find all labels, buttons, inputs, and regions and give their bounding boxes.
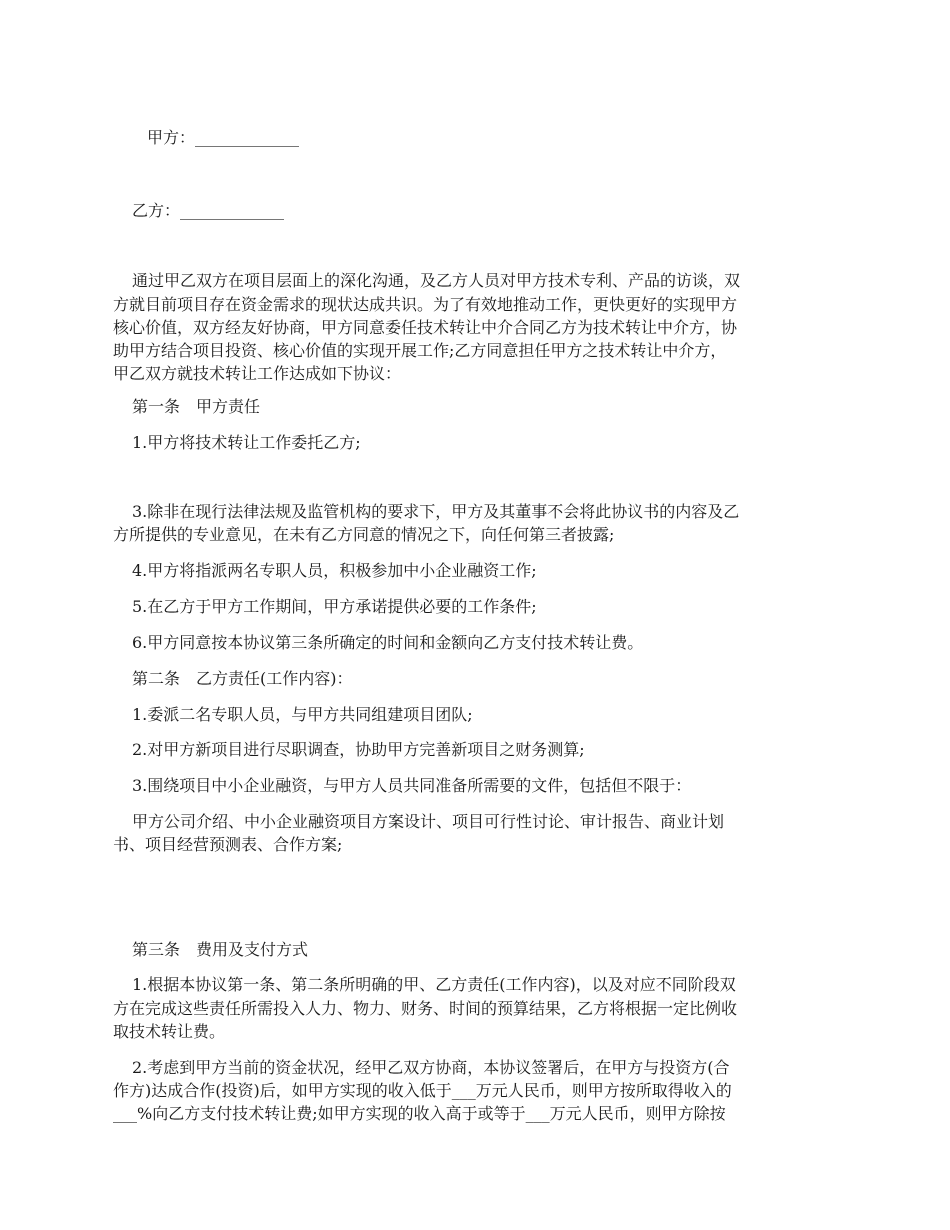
intro-line: 助甲方结合项目投资、核心价值的实现开展工作;乙方同意担任甲方之技术转让中介方， [113,341,727,360]
article2-item2: 2.对甲方新项目进行尽职调查，协助甲方完善新项目之财务测算; [132,740,585,759]
article3-item1-line: 方在完成这些责任所需投入人力、物力、财务、时间的预算结果，乙方将根据一定比例收 [113,999,738,1018]
intro-line: 通过甲乙双方在项目层面上的深化沟通，及乙方人员对甲方技术专利、产品的访谈，双 [132,271,741,290]
party-b-line: 乙方：_____________ [132,201,285,220]
article2-item1: 1.委派二名专职人员，与甲方共同组建项目团队; [132,705,473,724]
article1-item6: 6.甲方同意按本协议第三条所确定的时间和金额向乙方支付技术转让费。 [132,633,644,652]
article1-title: 第一条 甲方责任 [132,397,261,416]
article1-item3-line: 方所提供的专业意见，在未有乙方同意的情况之下，向任何第三者披露; [113,525,615,544]
article3-title: 第三条 费用及支付方式 [132,940,309,959]
article1-item4: 4.甲方将指派两名专职人员，积极参加中小企业融资工作; [132,561,537,580]
article3-item2-line: ___%向乙方支付技术转让费;如甲方实现的收入高于或等于___万元人民币，则甲方除按 [113,1104,726,1123]
intro-line: 方就目前项目存在资金需求的现状达成共识。为了有效地推动工作，更快更好的实现甲方 [113,295,738,314]
intro-line: 核心价值，双方经友好协商，甲方同意委任技术转让中介合同乙方为技术转让中介方，协 [113,318,738,337]
article1-item1: 1.甲方将技术转让工作委托乙方; [132,433,361,452]
article1-item3-line: 3.除非在现行法律法规及监管机构的要求下，甲方及其董事不会将此协议书的内容及乙 [132,502,740,521]
article3-item1-line: 1.根据本协议第一条、第二条所明确的甲、乙方责任(工作内容)，以及对应不同阶段双 [132,975,736,994]
article1-item5: 5.在乙方于甲方工作期间，甲方承诺提供必要的工作条件; [132,597,537,616]
article2-item3: 3.围绕项目中小企业融资，与甲方人员共同准备所需要的文件，包括但不限于： [132,776,692,795]
article2-title: 第二条 乙方责任(工作内容)： [132,669,353,688]
article2-docs-line: 书、项目经营预测表、合作方案; [113,835,343,854]
article3-item2-line: 2.考虑到甲方当前的资金状况，经甲乙双方协商，本协议签署后，在甲方与投资方(合 [132,1058,730,1077]
party-a-line: 甲方：_____________ [147,128,300,147]
article2-docs-line: 甲方公司介绍、中小企业融资项目方案设计、项目可行性讨论、审计报告、商业计划 [132,812,725,831]
article3-item1-line: 取技术转让费。 [113,1022,226,1041]
article3-item2-line: 作方)达成合作(投资)后，如甲方实现的收入低于___万元人民币，则甲方按所取得收入的 [113,1081,732,1100]
intro-line: 甲乙双方就技术转让工作达成如下协议： [113,364,402,383]
